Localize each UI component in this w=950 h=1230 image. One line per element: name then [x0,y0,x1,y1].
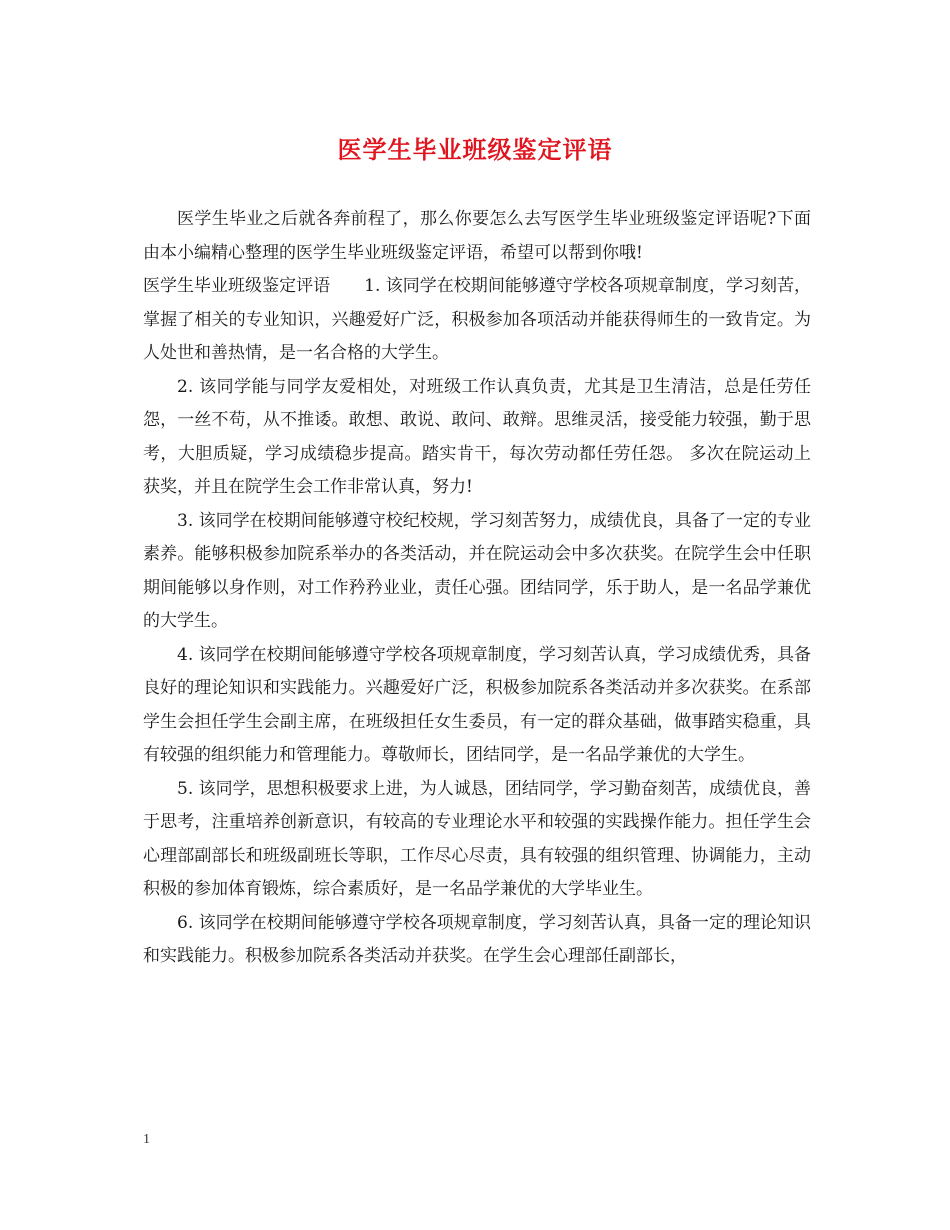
paragraph-2: 2. 该同学能与同学友爱相处，对班级工作认真负责，尤其是卫生清洁，总是任劳任怨，一丝不苟，从不推诿。敢想、敢说、敢问、敢辩。思维灵活，接受能力较强，勤于思考，大胆质疑，学习成绩稳步提高。踏实肯干，每次劳动都任劳任怨。 多次在院运动上获奖，并且在院学生会工作非常认真，努力! [143,376,811,497]
page-title: 医学生毕业班级鉴定评语 [337,135,613,164]
document-body [143,203,811,974]
section-heading: 医学生毕业班级鉴定评语 [143,276,331,296]
paragraph-1-text: 1. 该同学在校期间能够遵守学校各项规章制度，学习刻苦，掌握了相关的专业知识，兴趣爱好广泛，积极参加各项活动并能获得师生的一致肯定。为人处世和善热情，是一名合格的大学生。 [143,276,812,363]
paragraph-5: 5. 该同学，思想积极要求上进，为人诚恳，团结同学，学习勤奋刻苦，成绩优良，善于思考，注重培养创新意识，有较高的专业理论水平和较强的实践操作能力。担任学生会心理部副部长和班级副班长等职，工作尽心尽责，具有较强的组织管理、协调能力，主动积极的参加体育锻炼，综合素质好，是一名品学兼优的大学毕业生。 [143,778,811,899]
paragraph-1 [143,270,811,371]
paragraph-3: 3. 该同学在校期间能够遵守校纪校规，学习刻苦努力，成绩优良，具备了一定的专业素养。能够积极参加院系举办的各类活动，并在院运动会中多次获奖。在院学生会中任职期间能够以身作则，对工作矜矜业业，责任心强。团结同学，乐于助人，是一名品学兼优的大学生。 [143,510,811,631]
page-number: 1 [143,1132,150,1147]
intro-paragraph: 医学生毕业之后就各奔前程了，那么你要怎么去写医学生毕业班级鉴定评语呢?下面由本小编精心整理的医学生毕业班级鉴定评语，希望可以帮到你哦! [143,209,811,263]
paragraph-6: 6. 该同学在校期间能够遵守学校各项规章制度，学习刻苦认真，具备一定的理论知识和实践能力。积极参加院系各类活动并获奖。在学生会心理部任副部长， [143,912,811,966]
paragraph-4: 4. 该同学在校期间能够遵守学校各项规章制度，学习刻苦认真，学习成绩优秀，具备良好的理论知识和实践能力。兴趣爱好广泛，积极参加院系各类活动并多次获奖。在系部学生会担任学生会副主席，在班级担任女生委员，有一定的群众基础，做事踏实稳重，具有较强的组织能力和管理能力。尊敬师长，团结同学，是一名品学兼优的大学生。 [143,644,811,765]
